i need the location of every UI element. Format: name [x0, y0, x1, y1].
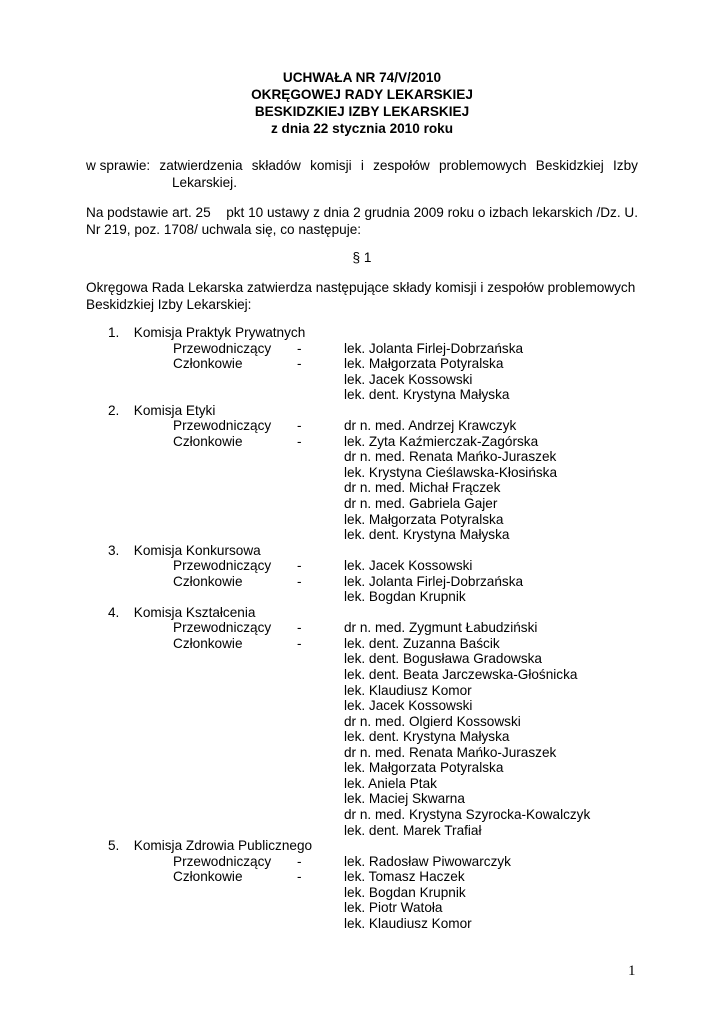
dash-separator: - — [297, 620, 302, 636]
member-person: dr n. med. Michał Frączek — [344, 480, 501, 496]
dash-separator: - — [297, 635, 302, 651]
subject-word: problemowych — [438, 158, 527, 173]
subject-word: w sprawie: — [86, 158, 151, 173]
chair-label: Przewodniczący — [173, 558, 272, 574]
subject-word: Beskidzkiej — [535, 158, 604, 173]
member-person: lek. dent. Krystyna Małyska — [344, 387, 510, 403]
chair-row — [108, 558, 668, 574]
member-row — [108, 527, 668, 543]
commission-list — [108, 325, 668, 931]
commission-name — [108, 543, 261, 559]
commission-name — [108, 838, 312, 854]
member-row — [108, 916, 668, 932]
member-person: lek. dent. Marek Trafiał — [344, 822, 482, 838]
subject-word: zespołów — [373, 158, 430, 173]
title-line-4: z dnia 22 stycznia 2010 roku — [270, 121, 454, 136]
paragraph-mark: § 1 — [352, 250, 372, 265]
member-row — [108, 574, 668, 590]
chair-label: Przewodniczący — [173, 340, 272, 356]
commission-title: Komisja Praktyk Prywatnych — [133, 325, 306, 340]
resolution-title — [0, 69, 724, 137]
dash-separator: - — [297, 573, 302, 589]
member-row — [108, 776, 668, 792]
chair-label: Przewodniczący — [173, 620, 272, 636]
member-person: lek. Bogdan Krupnik — [344, 884, 466, 900]
commission-heading — [108, 838, 668, 854]
chair-label: Przewodniczący — [173, 853, 272, 869]
legal-basis-line-1 — [86, 204, 638, 221]
commission-number: 5. — [108, 838, 120, 854]
member-row — [108, 387, 668, 403]
commission-name — [108, 605, 255, 621]
chair-person: lek. Jolanta Firlej-Dobrzańska — [344, 340, 524, 356]
chair-person: dr n. med. Andrzej Krawczyk — [344, 418, 517, 434]
commission-heading — [108, 403, 668, 419]
dash-separator: - — [297, 418, 302, 434]
chair-row — [108, 854, 668, 870]
intro-text — [86, 279, 638, 313]
member-row — [108, 372, 668, 388]
subject-word: komisji — [310, 158, 352, 173]
commission-heading — [108, 605, 668, 621]
chair-person: lek. Jacek Kossowski — [344, 558, 473, 574]
member-row — [108, 651, 668, 667]
subject-line-2: Lekarskiej. — [172, 175, 237, 190]
member-row — [108, 434, 668, 450]
member-person: lek. dent. Krystyna Małyska — [344, 729, 510, 745]
member-person: lek. Małgorzata Potyralska — [344, 511, 504, 527]
dash-separator: - — [297, 433, 302, 449]
member-person: lek. Maciej Skwarna — [344, 791, 465, 807]
member-person: lek. Jolanta Firlej-Dobrzańska — [344, 573, 524, 589]
member-person: lek. Bogdan Krupnik — [344, 589, 466, 605]
member-person: lek. Krystyna Cieślawska-Kłosińska — [344, 464, 558, 480]
title-line-3: BESKIDZKIEJ IZBY LEKARSKIEJ — [254, 104, 470, 119]
member-row — [108, 667, 668, 683]
member-person: lek. Klaudiusz Komor — [344, 915, 472, 931]
member-person: lek. dent. Krystyna Małyska — [344, 527, 510, 543]
member-person: dr n. med. Krystyna Szyrocka-Kowalczyk — [344, 806, 591, 822]
member-person: lek. Jacek Kossowski — [344, 698, 473, 714]
member-row — [108, 465, 668, 481]
commission-name — [108, 403, 215, 419]
member-row — [108, 512, 668, 528]
member-person: lek. dent. Beata Jarczewska-Głośnicka — [344, 667, 578, 683]
subject-word: składów — [251, 158, 301, 173]
dash-separator: - — [297, 356, 302, 372]
member-row — [108, 714, 668, 730]
title-line-1: UCHWAŁA NR 74/V/2010 — [282, 70, 442, 85]
member-person: lek. Tomasz Haczek — [344, 869, 465, 885]
members-label: Członkowie — [173, 356, 243, 372]
member-person: lek. Małgorzata Potyralska — [344, 760, 504, 776]
member-row — [108, 823, 668, 839]
member-row — [108, 698, 668, 714]
member-person: lek. Aniela Ptak — [344, 775, 437, 791]
subject-line-1 — [86, 157, 638, 174]
member-row — [108, 745, 668, 761]
commission-title: Komisja Konkursowa — [133, 542, 261, 558]
commission-title: Komisja Etyki — [133, 402, 216, 418]
dash-separator: - — [297, 853, 302, 869]
page-number: 1 — [628, 963, 636, 979]
intro-line-2: Beskidzkiej Izby Lekarskiej: — [86, 297, 252, 312]
subject-matter — [86, 157, 638, 191]
member-row — [108, 496, 668, 512]
member-row — [108, 356, 668, 372]
commission-number: 3. — [108, 542, 120, 558]
member-person: dr n. med. Olgierd Kossowski — [344, 713, 521, 729]
member-person: lek. Zyta Kaźmierczak-Zagórska — [344, 433, 539, 449]
commission-title: Komisja Zdrowia Publicznego — [133, 838, 313, 854]
member-row — [108, 869, 668, 885]
member-person: lek. dent. Bogusława Gradowska — [344, 651, 542, 667]
member-row — [108, 791, 668, 807]
members-label: Członkowie — [173, 869, 243, 885]
dash-separator: - — [297, 340, 302, 356]
member-row — [108, 683, 668, 699]
member-person: dr n. med. Renata Mańko-Juraszek — [344, 744, 557, 760]
commission-title: Komisja Kształcenia — [133, 604, 256, 620]
commission-number: 1. — [108, 325, 120, 340]
commission-number: 2. — [108, 402, 120, 418]
member-row — [108, 636, 668, 652]
member-row — [108, 900, 668, 916]
legal-basis-part: pkt 10 ustawy z dnia 2 grudnia 2009 roku o izbach lekarskich /Dz. U. — [226, 205, 638, 220]
chair-row — [108, 341, 668, 357]
member-row — [108, 589, 668, 605]
subject-word: zatwierdzenia — [159, 158, 243, 173]
member-person: lek. Małgorzata Potyralska — [344, 356, 504, 372]
member-person: lek. Klaudiusz Komor — [344, 682, 472, 698]
member-person: dr n. med. Renata Mańko-Juraszek — [344, 449, 557, 465]
member-row — [108, 760, 668, 776]
intro-line-1: Okręgowa Rada Lekarska zatwierdza następujące składy komisji i zespołów problemowych — [86, 280, 636, 295]
legal-basis-part: Na podstawie art. 25 — [86, 205, 211, 220]
title-line-2: OKRĘGOWEJ RADY LEKARSKIEJ — [251, 87, 473, 102]
commission-number: 4. — [108, 604, 120, 620]
members-label: Członkowie — [173, 433, 243, 449]
member-row — [108, 885, 668, 901]
member-person: lek. dent. Zuzanna Baścik — [344, 635, 500, 651]
member-person: lek. Piotr Watoła — [344, 900, 443, 916]
members-label: Członkowie — [173, 635, 243, 651]
commission-heading — [108, 325, 668, 341]
members-label: Członkowie — [173, 573, 243, 589]
dash-separator: - — [297, 869, 302, 885]
member-person: dr n. med. Gabriela Gajer — [344, 496, 498, 512]
member-row — [108, 449, 668, 465]
legal-basis — [86, 204, 638, 238]
chair-person: dr n. med. Zygmunt Łabudziński — [344, 620, 538, 636]
chair-row — [108, 418, 668, 434]
chair-label: Przewodniczący — [173, 418, 272, 434]
member-row — [108, 729, 668, 745]
subject-word: i — [360, 158, 364, 173]
chair-person: lek. Radosław Piwowarczyk — [344, 853, 511, 869]
subject-word: Izby — [613, 158, 638, 173]
chair-row — [108, 620, 668, 636]
legal-basis-line-2: Nr 219, poz. 1708/ uchwala się, co następuje: — [86, 222, 362, 237]
dash-separator: - — [297, 558, 302, 574]
commission-heading — [108, 543, 668, 559]
member-row — [108, 480, 668, 496]
member-row — [108, 807, 668, 823]
commission-name — [108, 325, 305, 341]
member-person: lek. Jacek Kossowski — [344, 371, 473, 387]
